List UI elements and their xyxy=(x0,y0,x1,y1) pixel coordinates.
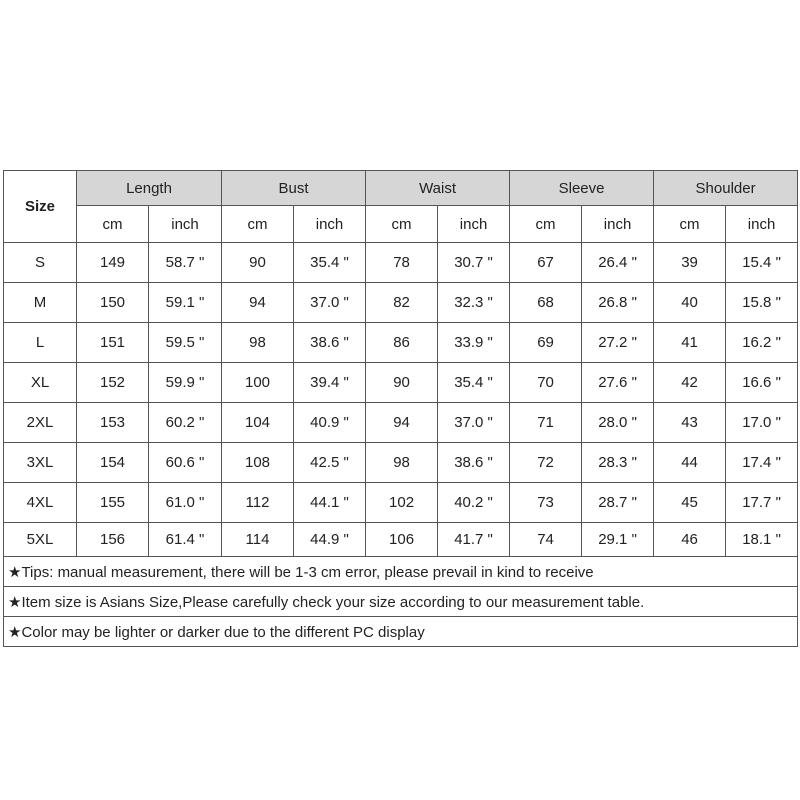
notes-section xyxy=(4,557,798,647)
note-text: ★Tips: manual measurement, there will be 1-3 cm error, please prevail in kind to receive xyxy=(4,557,798,587)
measurement-cell: 17.0 " xyxy=(726,403,798,443)
waist-group-header: Waist xyxy=(366,171,510,206)
measurement-cell: 61.0 " xyxy=(149,483,222,523)
size-label-cell: 4XL xyxy=(4,483,77,523)
measurement-cell: 38.6 " xyxy=(438,443,510,483)
table-row xyxy=(4,443,798,483)
measurement-cell: 67 xyxy=(510,243,582,283)
measurement-cell: 26.4 " xyxy=(582,243,654,283)
measurement-cell: 32.3 " xyxy=(438,283,510,323)
measurement-cell: 74 xyxy=(510,523,582,557)
measurement-cell: 40 xyxy=(654,283,726,323)
table-row xyxy=(4,323,798,363)
table-row xyxy=(4,283,798,323)
measurement-cell: 98 xyxy=(366,443,438,483)
measurement-cell: 28.3 " xyxy=(582,443,654,483)
measurement-cell: 59.5 " xyxy=(149,323,222,363)
sleeve-group-header: Sleeve xyxy=(510,171,654,206)
note-text: ★Item size is Asians Size,Please carefully check your size according to our measurement table. xyxy=(4,587,798,617)
unit-header-sleeve-inch: inch xyxy=(582,206,654,243)
size-label-cell: S xyxy=(4,243,77,283)
measurement-cell: 17.7 " xyxy=(726,483,798,523)
measurement-cell: 90 xyxy=(366,363,438,403)
measurement-cell: 60.6 " xyxy=(149,443,222,483)
unit-header-waist-inch: inch xyxy=(438,206,510,243)
measurement-cell: 30.7 " xyxy=(438,243,510,283)
unit-header-length-cm: cm xyxy=(77,206,149,243)
measurement-cell: 78 xyxy=(366,243,438,283)
measurement-cell: 26.8 " xyxy=(582,283,654,323)
measurement-cell: 153 xyxy=(77,403,149,443)
measurement-cell: 60.2 " xyxy=(149,403,222,443)
size-label-cell: 3XL xyxy=(4,443,77,483)
measurement-cell: 16.6 " xyxy=(726,363,798,403)
measurement-cell: 37.0 " xyxy=(294,283,366,323)
note-row xyxy=(4,587,798,617)
length-group-header: Length xyxy=(77,171,222,206)
measurement-cell: 39 xyxy=(654,243,726,283)
measurement-cell: 17.4 " xyxy=(726,443,798,483)
unit-header-sleeve-cm: cm xyxy=(510,206,582,243)
measurement-cell: 152 xyxy=(77,363,149,403)
measurement-cell: 38.6 " xyxy=(294,323,366,363)
measurement-cell: 86 xyxy=(366,323,438,363)
measurement-cell: 73 xyxy=(510,483,582,523)
unit-header-length-inch: inch xyxy=(149,206,222,243)
measurement-cell: 45 xyxy=(654,483,726,523)
measurement-cell: 40.9 " xyxy=(294,403,366,443)
measurement-cell: 39.4 " xyxy=(294,363,366,403)
measurement-cell: 18.1 " xyxy=(726,523,798,557)
measurement-cell: 70 xyxy=(510,363,582,403)
table-row xyxy=(4,403,798,443)
note-row xyxy=(4,557,798,587)
table-row xyxy=(4,363,798,403)
size-label-cell: 2XL xyxy=(4,403,77,443)
measurement-cell: 151 xyxy=(77,323,149,363)
measurement-cell: 72 xyxy=(510,443,582,483)
measurement-cell: 155 xyxy=(77,483,149,523)
measurement-cell: 46 xyxy=(654,523,726,557)
measurement-cell: 16.2 " xyxy=(726,323,798,363)
measurement-cell: 82 xyxy=(366,283,438,323)
measurement-cell: 29.1 " xyxy=(582,523,654,557)
measurement-cell: 40.2 " xyxy=(438,483,510,523)
measurement-cell: 68 xyxy=(510,283,582,323)
table-row xyxy=(4,483,798,523)
measurement-cell: 44.9 " xyxy=(294,523,366,557)
table-row xyxy=(4,243,798,283)
measurement-group-header-row xyxy=(4,171,798,206)
measurement-cell: 100 xyxy=(222,363,294,403)
unit-header-bust-cm: cm xyxy=(222,206,294,243)
size-chart-table xyxy=(3,170,798,647)
measurement-cell: 15.8 " xyxy=(726,283,798,323)
measurement-cell: 37.0 " xyxy=(438,403,510,443)
measurement-cell: 106 xyxy=(366,523,438,557)
measurement-cell: 156 xyxy=(77,523,149,557)
unit-header-bust-inch: inch xyxy=(294,206,366,243)
measurement-cell: 44 xyxy=(654,443,726,483)
unit-header-waist-cm: cm xyxy=(366,206,438,243)
measurement-cell: 112 xyxy=(222,483,294,523)
measurement-cell: 42 xyxy=(654,363,726,403)
note-text: ★Color may be lighter or darker due to the different PC display xyxy=(4,617,798,647)
measurement-cell: 28.0 " xyxy=(582,403,654,443)
measurement-cell: 61.4 " xyxy=(149,523,222,557)
measurement-cell: 35.4 " xyxy=(294,243,366,283)
shoulder-group-header: Shoulder xyxy=(654,171,798,206)
measurement-cell: 58.7 " xyxy=(149,243,222,283)
measurement-cell: 104 xyxy=(222,403,294,443)
measurement-cell: 28.7 " xyxy=(582,483,654,523)
size-label-cell: 5XL xyxy=(4,523,77,557)
size-label-cell: XL xyxy=(4,363,77,403)
measurement-cell: 69 xyxy=(510,323,582,363)
measurement-cell: 98 xyxy=(222,323,294,363)
unit-header-shoulder-cm: cm xyxy=(654,206,726,243)
measurement-cell: 43 xyxy=(654,403,726,443)
measurement-cell: 44.1 " xyxy=(294,483,366,523)
measurement-cell: 59.1 " xyxy=(149,283,222,323)
measurement-cell: 42.5 " xyxy=(294,443,366,483)
unit-header-row xyxy=(4,206,798,243)
table-row xyxy=(4,523,798,557)
note-row xyxy=(4,617,798,647)
size-label-cell: M xyxy=(4,283,77,323)
size-column-header: Size xyxy=(4,171,77,243)
measurement-cell: 94 xyxy=(366,403,438,443)
measurement-cell: 59.9 " xyxy=(149,363,222,403)
measurement-cell: 33.9 " xyxy=(438,323,510,363)
measurement-cell: 149 xyxy=(77,243,149,283)
measurement-cell: 71 xyxy=(510,403,582,443)
measurement-cell: 27.2 " xyxy=(582,323,654,363)
unit-header-shoulder-inch: inch xyxy=(726,206,798,243)
measurement-cell: 90 xyxy=(222,243,294,283)
measurement-cell: 94 xyxy=(222,283,294,323)
measurement-cell: 35.4 " xyxy=(438,363,510,403)
measurement-cell: 154 xyxy=(77,443,149,483)
bust-group-header: Bust xyxy=(222,171,366,206)
measurement-cell: 150 xyxy=(77,283,149,323)
measurement-cell: 41 xyxy=(654,323,726,363)
measurement-cell: 27.6 " xyxy=(582,363,654,403)
size-rows xyxy=(4,243,798,557)
size-label-cell: L xyxy=(4,323,77,363)
measurement-cell: 114 xyxy=(222,523,294,557)
measurement-cell: 15.4 " xyxy=(726,243,798,283)
measurement-cell: 102 xyxy=(366,483,438,523)
measurement-cell: 41.7 " xyxy=(438,523,510,557)
measurement-cell: 108 xyxy=(222,443,294,483)
